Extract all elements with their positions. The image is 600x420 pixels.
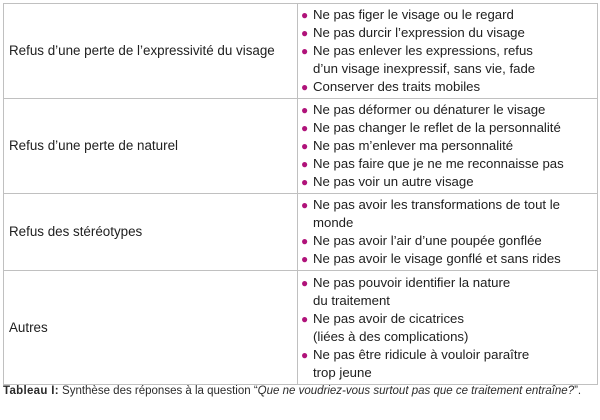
list-item xyxy=(301,78,597,96)
list-item-text: Ne pas durcir l’expression du visage xyxy=(313,25,525,40)
bullet-icon: ● xyxy=(301,311,309,326)
list-item-text: Ne pas avoir de cicatrices (liées à des complications) xyxy=(313,310,469,344)
caption-label: Tableau I: xyxy=(3,385,59,397)
list-item xyxy=(301,155,597,173)
list-item-text: Ne pas figer le visage ou le regard xyxy=(313,7,514,22)
list-item xyxy=(301,196,597,232)
list-item-text: Ne pas changer le reflet de la personnalité xyxy=(313,120,561,135)
synthesis-table xyxy=(3,3,598,385)
caption-text: Synthèse des réponses à la question “ xyxy=(58,385,258,397)
items-list xyxy=(298,194,597,270)
bullet-icon: ● xyxy=(301,252,309,266)
list-item-text: Ne pas déformer ou dénaturer le visage xyxy=(313,102,546,117)
list-item xyxy=(301,173,597,191)
bullet-icon: ● xyxy=(301,139,309,153)
list-item xyxy=(301,346,597,382)
list-item xyxy=(301,232,597,250)
list-item-text: Ne pas enlever les expressions, refus d’un visage inexpressif, sans vie, fade xyxy=(313,43,536,76)
category-cell: Refus d’une perte de l’expressivité du visage xyxy=(4,4,298,99)
list-item-text: Ne pas voir un autre visage xyxy=(313,174,474,189)
list-item-text: Conserver des traits mobiles xyxy=(313,79,481,94)
bullet-icon: ● xyxy=(301,80,309,94)
items-cell xyxy=(298,194,598,271)
table-caption xyxy=(3,384,597,398)
caption-question: Que ne voudriez-vous surtout pas que ce traitement entraîne? xyxy=(257,385,575,397)
bullet-icon: ● xyxy=(301,175,309,189)
list-item xyxy=(301,42,597,78)
items-cell xyxy=(298,4,598,99)
list-item-text: Ne pas pouvoir identifier la nature du traitement xyxy=(313,274,511,308)
list-item-text: Ne pas avoir les transformations de tout le monde xyxy=(313,197,561,230)
bullet-icon: ● xyxy=(301,347,309,362)
list-item xyxy=(301,310,597,346)
list-item xyxy=(301,250,597,268)
bullet-icon: ● xyxy=(301,157,309,171)
list-item xyxy=(301,6,597,24)
bullet-icon: ● xyxy=(301,26,309,40)
list-item xyxy=(301,137,597,155)
bullet-icon: ● xyxy=(301,103,309,117)
list-item-text: Ne pas avoir l’air d’une poupée gonflée xyxy=(313,233,542,248)
list-item xyxy=(301,274,597,310)
items-list xyxy=(298,99,597,193)
items-list xyxy=(298,272,597,384)
items-cell xyxy=(298,271,598,385)
list-item-text: Ne pas faire que je ne me reconnaisse pas xyxy=(313,156,564,171)
table-row xyxy=(4,271,598,385)
bullet-icon: ● xyxy=(301,275,309,290)
table-row xyxy=(4,99,598,194)
list-item-text: Ne pas avoir le visage gonflé et sans rides xyxy=(313,251,561,266)
items-cell xyxy=(298,99,598,194)
caption-closing: ”. xyxy=(574,385,582,397)
bullet-icon: ● xyxy=(301,198,309,212)
table-row xyxy=(4,4,598,99)
table-body xyxy=(4,4,598,385)
list-item-text: Ne pas m’enlever ma personnalité xyxy=(313,138,514,153)
table-row xyxy=(4,194,598,271)
category-cell: Autres xyxy=(4,271,298,385)
list-item-text: Ne pas être ridicule à vouloir paraître trop jeune xyxy=(313,346,530,380)
bullet-icon: ● xyxy=(301,44,309,58)
bullet-icon: ● xyxy=(301,234,309,248)
list-item xyxy=(301,101,597,119)
bullet-icon: ● xyxy=(301,121,309,135)
category-cell: Refus des stéréotypes xyxy=(4,194,298,271)
bullet-icon: ● xyxy=(301,8,309,22)
items-list xyxy=(298,4,597,98)
category-cell: Refus d’une perte de naturel xyxy=(4,99,298,194)
list-item xyxy=(301,24,597,42)
list-item xyxy=(301,119,597,137)
